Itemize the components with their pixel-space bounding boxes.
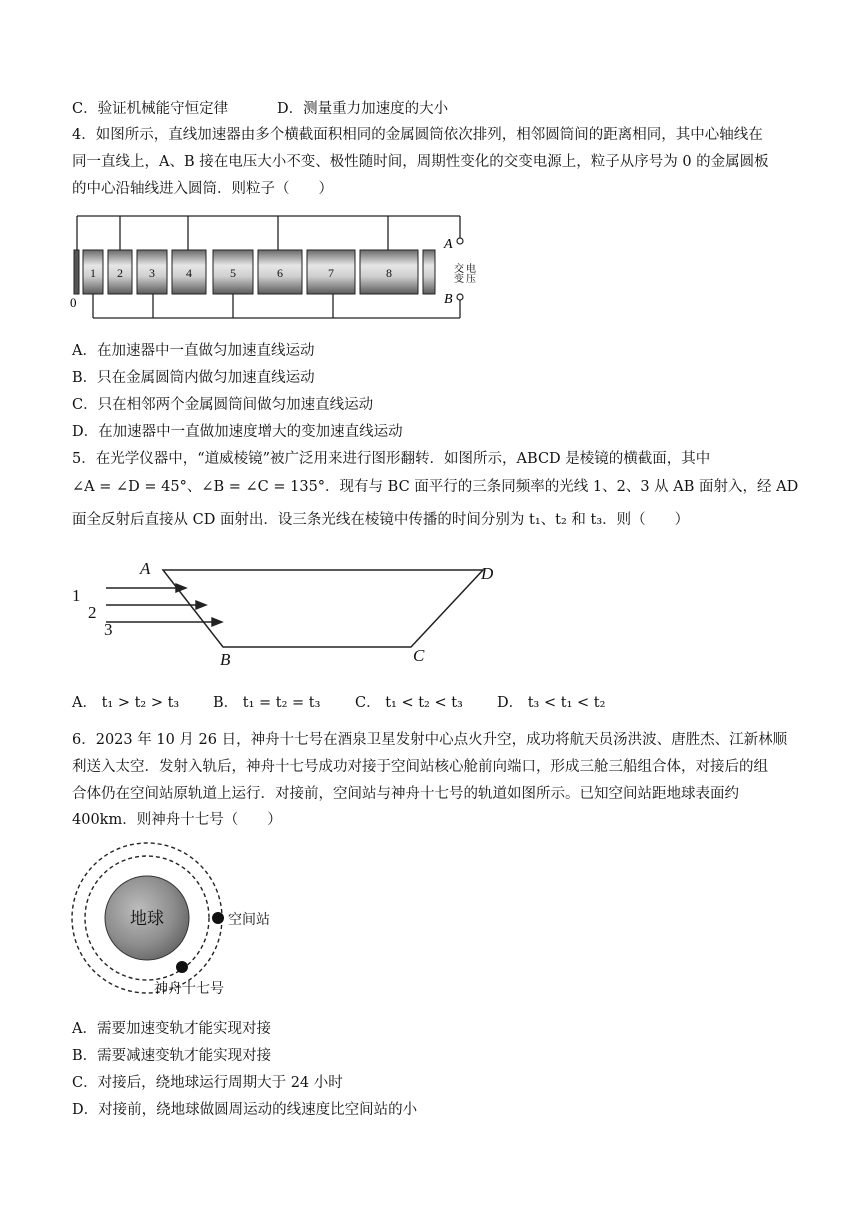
- q5-stem-line3: 面全反射后直接从 CD 面射出．设三条光线在棱镜中传播的时间分别为 t₁、t₂ 和 t₃．则（ ）: [72, 512, 690, 528]
- q6-stem-line4: 400km．则神舟十七号（ ）: [72, 812, 282, 828]
- shenzhou-17-label: 神舟十七号: [154, 982, 224, 997]
- source-label-1: 交变: [451, 263, 463, 283]
- tube-label-1: 1: [90, 266, 96, 280]
- tube-label-3: 3: [149, 266, 155, 280]
- q4-option-a: A．在加速器中一直做匀加速直线运动: [72, 343, 315, 359]
- prism-outline: [163, 570, 483, 647]
- q6-stem-line2: 利送入太空．发射入轨后，神舟十七号成功对接于空间站核心舱前向端口，形成三舱三船组合体，对接后的组: [72, 759, 768, 775]
- q5-option-d: D． t₃ < t₁ < t₂: [497, 695, 606, 711]
- q4-option-c: C．只在相邻两个金属圆筒间做匀加速直线运动: [72, 397, 374, 413]
- q6-option-b: B．需要减速变轨才能实现对接: [72, 1048, 272, 1064]
- space-station-dot: [212, 912, 224, 924]
- q4-option-d: D．在加速器中一直做加速度增大的变加速直线运动: [72, 424, 403, 440]
- q4-option-b: B．只在金属圆筒内做匀加速直线运动: [72, 370, 315, 386]
- q6-option-d: D．对接前，绕地球做圆周运动的线速度比空间站的小: [72, 1102, 418, 1118]
- terminal-a-label: A: [444, 237, 453, 252]
- q5-stem-line2: ∠A = ∠D = 45°、∠B = ∠C = 135°．现有与 BC 面平行的三条同频率的光线 1、2、3 从 AB 面射入，经 AD: [72, 479, 799, 495]
- earth-label: 地球: [130, 909, 164, 928]
- plate-label: 0: [70, 295, 77, 310]
- tube-label-2: 2: [117, 266, 123, 280]
- q6-option-c: C．对接后，绕地球运行周期大于 24 小时: [72, 1075, 343, 1091]
- q3-option-c: C．验证机械能守恒定律: [72, 101, 229, 117]
- q4-stem-line3: 的中心沿轴线进入圆筒．则粒子（ ）: [72, 181, 333, 197]
- orbit-diagram: [68, 840, 328, 1010]
- source-label-2: 电压: [463, 263, 475, 283]
- linear-accelerator-diagram: [68, 210, 478, 325]
- terminal-b: [457, 294, 463, 300]
- plate-0: [74, 250, 79, 294]
- ray-label-3: 3: [104, 620, 113, 639]
- q3-option-d: D．测量重力加速度的大小: [277, 101, 449, 117]
- vertex-b-label: B: [220, 650, 231, 669]
- tube-label-8: 8: [386, 266, 392, 280]
- q5-option-a: A． t₁ > t₂ > t₃: [72, 695, 180, 711]
- tube-label-5: 5: [230, 266, 236, 280]
- q6-stem-line3: 合体仍在空间站原轨道上运行．对接前，空间站与神舟十七号的轨道如图所示。已知空间站距地球表面约: [72, 786, 739, 802]
- terminal-a: [457, 238, 463, 244]
- tube-label-6: 6: [277, 266, 283, 280]
- q4-stem-line2: 同一直线上，A、B 接在电压大小不变、极性随时间，周期性变化的交变电源上，粒子从序号为 0 的金属圆板: [72, 154, 769, 170]
- q4-stem-line1: 4．如图所示，直线加速器由多个横截面积相同的金属圆筒依次排列，相邻圆筒间的距离相同，其中心轴线在: [72, 127, 763, 143]
- vertex-c-label: C: [413, 646, 425, 665]
- ray-label-2: 2: [88, 603, 97, 622]
- vertex-a-label: A: [140, 559, 151, 578]
- q5-stem-line1: 5．在光学仪器中，“道威棱镜”被广泛用来进行图形翻转．如图所示，ABCD 是棱镜的横截面，其中: [72, 451, 711, 467]
- dove-prism-diagram: [68, 552, 508, 674]
- q5-option-c: C． t₁ < t₂ < t₃: [355, 695, 463, 711]
- tube-label-4: 4: [186, 266, 192, 280]
- shenzhou-17-dot: [176, 961, 188, 973]
- space-station-label: 空间站: [228, 913, 270, 928]
- q6-stem-line1: 6．2023 年 10 月 26 日，神舟十七号在酒泉卫星发射中心点火升空，成功将航天员汤洪波、唐胜杰、江新林顺: [72, 732, 788, 748]
- q6-option-a: A．需要加速变轨才能实现对接: [72, 1021, 271, 1037]
- q5-option-b: B． t₁ = t₂ = t₃: [213, 695, 321, 711]
- tube-label-7: 7: [328, 266, 334, 280]
- ray-label-1: 1: [72, 586, 81, 605]
- vertex-d-label: D: [481, 564, 494, 583]
- terminal-b-label: B: [444, 292, 453, 307]
